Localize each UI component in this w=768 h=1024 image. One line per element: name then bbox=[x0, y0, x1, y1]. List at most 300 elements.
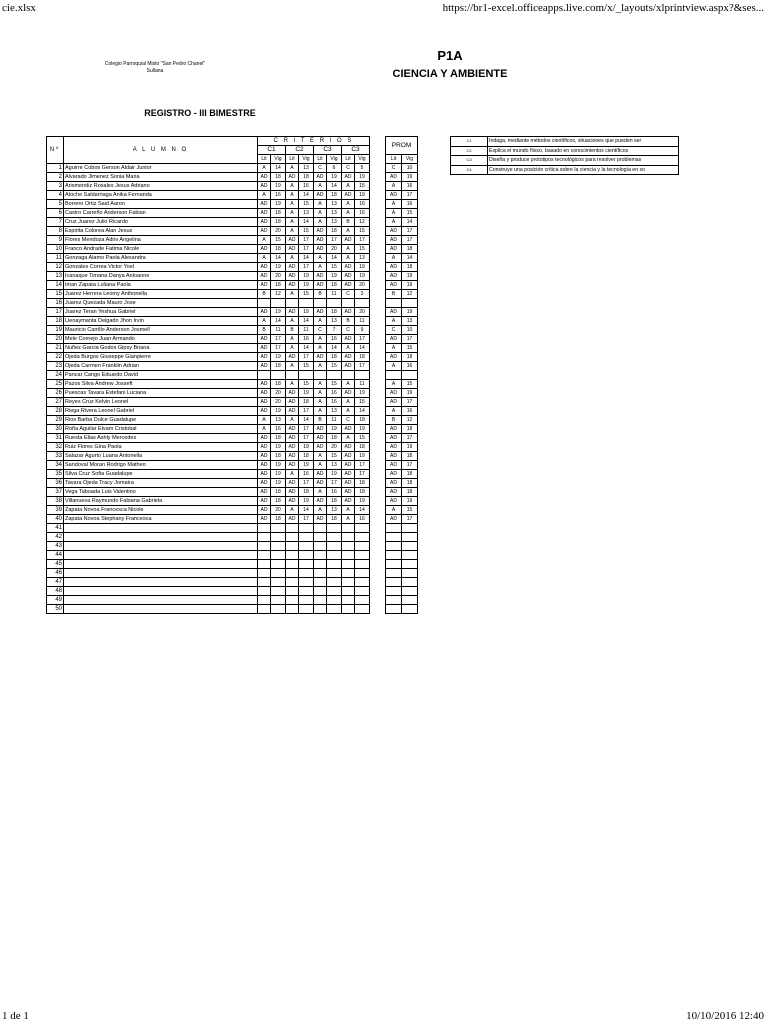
student-name: Mele Cornejo Juan Armando bbox=[64, 335, 258, 344]
grade-score: 18 bbox=[271, 452, 286, 461]
grade-score: 19 bbox=[271, 407, 286, 416]
grade-score: 13 bbox=[355, 254, 370, 263]
grade-letter: AD bbox=[314, 479, 327, 488]
table-row bbox=[47, 443, 418, 452]
grade-score: 18 bbox=[271, 218, 286, 227]
grade-letter: AD bbox=[342, 425, 355, 434]
grade-score: 20 bbox=[327, 245, 342, 254]
grade-score: 19 bbox=[299, 389, 314, 398]
student-name: Puescas Tavara Estefani Luciana bbox=[64, 389, 258, 398]
table-row bbox=[47, 452, 418, 461]
grade-letter: AD bbox=[286, 389, 299, 398]
grade-score: 13 bbox=[327, 407, 342, 416]
grade-letter bbox=[314, 542, 327, 551]
table-row bbox=[47, 542, 418, 551]
grade-score: 14 bbox=[327, 344, 342, 353]
grade-letter: AD bbox=[342, 470, 355, 479]
prom-letter: A bbox=[386, 362, 402, 371]
table-row bbox=[47, 209, 418, 218]
grade-letter: AD bbox=[314, 245, 327, 254]
prom-letter: B bbox=[386, 290, 402, 299]
grade-letter: AD bbox=[314, 308, 327, 317]
row-number: 27 bbox=[47, 398, 64, 407]
table-row bbox=[47, 587, 418, 596]
student-name: Ruesta Elias Ashly Mercedes bbox=[64, 434, 258, 443]
grade-score: 18 bbox=[355, 488, 370, 497]
student-name: Franco Andrade Fatima Nicole bbox=[64, 245, 258, 254]
row-number: 21 bbox=[47, 344, 64, 353]
row-number: 23 bbox=[47, 362, 64, 371]
grade-letter: AD bbox=[342, 263, 355, 272]
row-number: 49 bbox=[47, 596, 64, 605]
prom-score: 10 bbox=[402, 326, 418, 335]
grade-letter: A bbox=[342, 407, 355, 416]
student-name: Salazar Agurto Luana Antonella bbox=[64, 452, 258, 461]
grade-score: 18 bbox=[355, 353, 370, 362]
student-name: Sandoval Moran Rodrigo Matheo bbox=[64, 461, 258, 470]
student-name: Mauricio Carrillo Anderson Josmell bbox=[64, 326, 258, 335]
prom-letter bbox=[386, 371, 402, 380]
grade-score: 13 bbox=[299, 209, 314, 218]
grade-letter: AD bbox=[342, 488, 355, 497]
student-name bbox=[64, 578, 258, 587]
grade-score: 13 bbox=[327, 506, 342, 515]
prom-letter: A bbox=[386, 209, 402, 218]
student-name: Vega Taboada Luis Valentino bbox=[64, 488, 258, 497]
grade-letter bbox=[258, 533, 271, 542]
prom-score: 17 bbox=[402, 191, 418, 200]
prom-letter: AD bbox=[386, 353, 402, 362]
table-row bbox=[47, 578, 418, 587]
student-name: Ruiz Flores Gina Paola bbox=[64, 443, 258, 452]
grade-letter bbox=[258, 542, 271, 551]
prom-letter: AD bbox=[386, 236, 402, 245]
grade-letter: AD bbox=[342, 236, 355, 245]
grade-score: 14 bbox=[299, 344, 314, 353]
grade-score bbox=[299, 533, 314, 542]
prom-letter bbox=[386, 587, 402, 596]
grade-letter bbox=[314, 533, 327, 542]
grade-letter: AD bbox=[342, 335, 355, 344]
grade-letter: AD bbox=[258, 182, 271, 191]
grade-letter bbox=[286, 605, 299, 614]
prom-score: 18 bbox=[402, 488, 418, 497]
legend-code: C2 bbox=[451, 146, 488, 156]
prom-score bbox=[402, 560, 418, 569]
grade-letter: B bbox=[314, 416, 327, 425]
grade-letter: AD bbox=[286, 263, 299, 272]
grade-letter: AD bbox=[314, 227, 327, 236]
grade-score bbox=[299, 605, 314, 614]
prom-score bbox=[402, 542, 418, 551]
grade-letter: A bbox=[286, 182, 299, 191]
prom-letter: AD bbox=[386, 281, 402, 290]
prom-letter: AD bbox=[386, 398, 402, 407]
prom-letter: AD bbox=[386, 461, 402, 470]
table-row bbox=[47, 254, 418, 263]
prom-letter: B bbox=[386, 416, 402, 425]
row-number: 33 bbox=[47, 452, 64, 461]
table-row bbox=[47, 524, 418, 533]
grade-letter: A bbox=[258, 425, 271, 434]
grade-letter bbox=[286, 371, 299, 380]
grade-letter: AD bbox=[286, 353, 299, 362]
table-row bbox=[47, 461, 418, 470]
row-number: 30 bbox=[47, 425, 64, 434]
prom-letter: AD bbox=[386, 389, 402, 398]
grade-letter: AD bbox=[286, 281, 299, 290]
sub-lit: Lit bbox=[386, 155, 402, 164]
grade-score bbox=[355, 533, 370, 542]
grade-score: 18 bbox=[327, 515, 342, 524]
grade-letter bbox=[286, 551, 299, 560]
grade-letter: AD bbox=[258, 227, 271, 236]
legend-row bbox=[451, 146, 679, 156]
grade-score bbox=[355, 560, 370, 569]
student-name bbox=[64, 605, 258, 614]
page-indicator: 1 de 1 bbox=[2, 1010, 29, 1022]
grade-letter: AD bbox=[314, 434, 327, 443]
grade-score: 11 bbox=[355, 380, 370, 389]
section-title: P1A bbox=[437, 48, 463, 63]
grade-score: 16 bbox=[327, 398, 342, 407]
grade-letter: AD bbox=[258, 407, 271, 416]
grade-score: 16 bbox=[327, 389, 342, 398]
grade-score: 15 bbox=[355, 434, 370, 443]
student-name bbox=[64, 551, 258, 560]
grade-letter: AD bbox=[258, 389, 271, 398]
student-name: Aguirre Cobos Gerson Aldair Junior bbox=[64, 164, 258, 173]
grade-score: 15 bbox=[355, 398, 370, 407]
grade-letter: A bbox=[342, 182, 355, 191]
grade-score: 12 bbox=[355, 218, 370, 227]
table-row bbox=[47, 164, 418, 173]
grade-letter: AD bbox=[314, 272, 327, 281]
grade-score bbox=[271, 569, 286, 578]
table-row bbox=[47, 497, 418, 506]
grade-score: 16 bbox=[327, 488, 342, 497]
grade-letter: A bbox=[286, 344, 299, 353]
table-row bbox=[47, 506, 418, 515]
prom-score: 16 bbox=[402, 200, 418, 209]
grade-score: 17 bbox=[299, 479, 314, 488]
grade-letter bbox=[342, 524, 355, 533]
row-number: 22 bbox=[47, 353, 64, 362]
table-row bbox=[47, 299, 418, 308]
row-number: 47 bbox=[47, 578, 64, 587]
row-number: 20 bbox=[47, 335, 64, 344]
student-name: Castro Carreño Anderson Fabian bbox=[64, 209, 258, 218]
prom-score: 18 bbox=[402, 425, 418, 434]
grade-score: 16 bbox=[355, 209, 370, 218]
prom-score: 18 bbox=[402, 353, 418, 362]
grade-letter: A bbox=[314, 380, 327, 389]
subject-title: CIENCIA Y AMBIENTE bbox=[392, 68, 508, 80]
row-number: 38 bbox=[47, 497, 64, 506]
prom-letter: C bbox=[386, 164, 402, 173]
student-name: Icanaque Timana Danya Antoanne bbox=[64, 272, 258, 281]
prom-score: 17 bbox=[402, 398, 418, 407]
sub-lit: Lit bbox=[258, 155, 271, 164]
grade-letter: A bbox=[342, 506, 355, 515]
grade-letter: AD bbox=[342, 452, 355, 461]
grade-letter: AD bbox=[286, 236, 299, 245]
student-name: Juarez Quezada Mauro Jose bbox=[64, 299, 258, 308]
grade-score: 17 bbox=[355, 470, 370, 479]
grade-score: 19 bbox=[299, 443, 314, 452]
grade-score: 18 bbox=[271, 245, 286, 254]
grade-score: 19 bbox=[271, 461, 286, 470]
table-row bbox=[47, 263, 418, 272]
row-number: 2 bbox=[47, 173, 64, 182]
grade-score bbox=[355, 542, 370, 551]
prom-letter bbox=[386, 596, 402, 605]
school-name bbox=[70, 61, 240, 75]
prom-score bbox=[402, 524, 418, 533]
prom-letter: A bbox=[386, 380, 402, 389]
student-name: Gonzaga Alamo Paola Alexandra bbox=[64, 254, 258, 263]
legend-description: Construye una posición crítica sobre la ciencia y la tecnología en so bbox=[488, 165, 679, 175]
grade-score: 5 bbox=[355, 164, 370, 173]
grade-letter: A bbox=[342, 200, 355, 209]
grade-letter: A bbox=[258, 164, 271, 173]
student-name bbox=[64, 542, 258, 551]
row-number: 4 bbox=[47, 191, 64, 200]
prom-score: 19 bbox=[402, 281, 418, 290]
prom-score: 19 bbox=[402, 272, 418, 281]
prom-letter: AD bbox=[386, 263, 402, 272]
grade-letter: AD bbox=[286, 245, 299, 254]
table-row bbox=[47, 425, 418, 434]
grade-letter: AD bbox=[342, 389, 355, 398]
grade-letter bbox=[342, 596, 355, 605]
table-row bbox=[47, 290, 418, 299]
grade-score bbox=[327, 533, 342, 542]
grade-letter bbox=[342, 299, 355, 308]
grade-score bbox=[355, 596, 370, 605]
prom-letter: A bbox=[386, 317, 402, 326]
grade-letter bbox=[314, 578, 327, 587]
prom-score: 19 bbox=[402, 173, 418, 182]
row-number: 50 bbox=[47, 605, 64, 614]
prom-score: 15 bbox=[402, 344, 418, 353]
prom-score: 19 bbox=[402, 389, 418, 398]
grade-score: 15 bbox=[355, 227, 370, 236]
grade-letter: A bbox=[314, 218, 327, 227]
grade-score: 19 bbox=[271, 308, 286, 317]
table-row bbox=[47, 470, 418, 479]
row-number: 37 bbox=[47, 488, 64, 497]
grade-letter: C bbox=[342, 416, 355, 425]
student-name bbox=[64, 524, 258, 533]
table-row bbox=[47, 389, 418, 398]
prom-letter bbox=[386, 605, 402, 614]
grade-letter: AD bbox=[314, 281, 327, 290]
grade-letter: AD bbox=[342, 281, 355, 290]
grade-letter: AD bbox=[286, 308, 299, 317]
prom-letter: A bbox=[386, 407, 402, 416]
grade-score: 14 bbox=[299, 218, 314, 227]
prom-score: 12 bbox=[402, 416, 418, 425]
grade-score: 19 bbox=[355, 452, 370, 461]
prom-letter: AD bbox=[386, 479, 402, 488]
grade-letter bbox=[258, 551, 271, 560]
row-number: 42 bbox=[47, 533, 64, 542]
grade-score: 14 bbox=[271, 164, 286, 173]
row-number: 19 bbox=[47, 326, 64, 335]
grade-score: 19 bbox=[299, 461, 314, 470]
student-name: Gonzales Correa Victor Yoel bbox=[64, 263, 258, 272]
prom-score: 17 bbox=[402, 236, 418, 245]
grade-score: 19 bbox=[327, 173, 342, 182]
grade-score: 16 bbox=[299, 470, 314, 479]
grade-letter: AD bbox=[258, 479, 271, 488]
sub-vig: Vig bbox=[299, 155, 314, 164]
student-name bbox=[64, 587, 258, 596]
student-name: Borrero Ortiz Said Aaron bbox=[64, 200, 258, 209]
grade-score: 3 bbox=[355, 290, 370, 299]
grade-letter: AD bbox=[342, 272, 355, 281]
table-row bbox=[47, 326, 418, 335]
student-name: Espirita Colorea Alan Jesus bbox=[64, 227, 258, 236]
prom-letter: AD bbox=[386, 335, 402, 344]
grade-letter: A bbox=[342, 245, 355, 254]
table-row bbox=[47, 398, 418, 407]
grade-score: 19 bbox=[299, 497, 314, 506]
grade-letter: AD bbox=[342, 497, 355, 506]
grade-score bbox=[299, 524, 314, 533]
grade-letter: A bbox=[286, 470, 299, 479]
grade-letter: A bbox=[314, 344, 327, 353]
prom-score: 17 bbox=[402, 227, 418, 236]
grade-letter: AD bbox=[314, 443, 327, 452]
grade-letter: AD bbox=[342, 173, 355, 182]
grade-score: 18 bbox=[327, 353, 342, 362]
grade-score: 11 bbox=[327, 416, 342, 425]
grade-score: 7 bbox=[327, 326, 342, 335]
grade-letter bbox=[258, 587, 271, 596]
grade-score: 13 bbox=[327, 461, 342, 470]
grade-letter: A bbox=[314, 182, 327, 191]
grade-letter: AD bbox=[258, 173, 271, 182]
table-row bbox=[47, 191, 418, 200]
table-row bbox=[47, 479, 418, 488]
grade-score: 14 bbox=[299, 191, 314, 200]
grade-letter bbox=[314, 371, 327, 380]
grade-score: 18 bbox=[299, 173, 314, 182]
table-row bbox=[47, 335, 418, 344]
row-number: 41 bbox=[47, 524, 64, 533]
grade-letter bbox=[314, 596, 327, 605]
row-number: 13 bbox=[47, 272, 64, 281]
grade-letter: A bbox=[314, 452, 327, 461]
student-name: Llenaymanta Delgado Jhon Irvin bbox=[64, 317, 258, 326]
sub-lit: Lit bbox=[342, 155, 355, 164]
grade-score: 17 bbox=[299, 236, 314, 245]
grade-letter: A bbox=[286, 506, 299, 515]
prom-letter: AD bbox=[386, 497, 402, 506]
grade-score: 17 bbox=[299, 407, 314, 416]
grade-score: 18 bbox=[355, 416, 370, 425]
grade-score: 19 bbox=[299, 281, 314, 290]
grade-score: 11 bbox=[327, 290, 342, 299]
grade-letter: AD bbox=[258, 461, 271, 470]
grade-score: 19 bbox=[271, 479, 286, 488]
grade-letter: A bbox=[314, 335, 327, 344]
grade-score: 14 bbox=[355, 344, 370, 353]
grade-letter: AD bbox=[286, 398, 299, 407]
grade-score bbox=[355, 587, 370, 596]
grade-letter bbox=[286, 560, 299, 569]
grade-letter bbox=[314, 560, 327, 569]
grade-letter: AD bbox=[342, 461, 355, 470]
grade-letter bbox=[258, 560, 271, 569]
prom-score: 17 bbox=[402, 461, 418, 470]
prom-letter bbox=[386, 578, 402, 587]
grade-letter: A bbox=[286, 254, 299, 263]
grade-letter: AD bbox=[314, 236, 327, 245]
prom-header: PROM bbox=[386, 137, 418, 155]
table-row bbox=[47, 569, 418, 578]
table-row bbox=[47, 308, 418, 317]
file-name: cie.xlsx bbox=[2, 2, 36, 14]
grade-letter: A bbox=[342, 434, 355, 443]
grade-score bbox=[299, 587, 314, 596]
grade-score: 16 bbox=[299, 335, 314, 344]
grade-letter bbox=[258, 371, 271, 380]
grade-letter: A bbox=[286, 335, 299, 344]
grade-letter: AD bbox=[258, 335, 271, 344]
grade-score bbox=[271, 533, 286, 542]
grade-letter: AD bbox=[286, 443, 299, 452]
grade-score: 20 bbox=[271, 398, 286, 407]
grade-score: 18 bbox=[327, 308, 342, 317]
grade-score: 18 bbox=[299, 488, 314, 497]
prom-letter: AD bbox=[386, 245, 402, 254]
grade-letter: AD bbox=[286, 272, 299, 281]
grade-score bbox=[327, 560, 342, 569]
criterion-header: C2 bbox=[286, 146, 314, 155]
table-row bbox=[47, 236, 418, 245]
table-row bbox=[47, 218, 418, 227]
grade-letter bbox=[258, 605, 271, 614]
grade-letter: AD bbox=[314, 173, 327, 182]
grade-letter: A bbox=[342, 344, 355, 353]
grade-letter: AD bbox=[258, 200, 271, 209]
prom-score bbox=[402, 605, 418, 614]
grade-score: 17 bbox=[327, 236, 342, 245]
table-row bbox=[47, 362, 418, 371]
grade-score: 15 bbox=[327, 452, 342, 461]
row-number: 36 bbox=[47, 479, 64, 488]
grade-score: 18 bbox=[271, 173, 286, 182]
grade-letter: AD bbox=[258, 209, 271, 218]
grade-letter: AD bbox=[258, 515, 271, 524]
grade-letter: C bbox=[314, 326, 327, 335]
prom-letter: AD bbox=[386, 470, 402, 479]
student-name: Tavara Ojeda Tracy Jomaira bbox=[64, 479, 258, 488]
grade-letter bbox=[258, 578, 271, 587]
table-row bbox=[47, 371, 418, 380]
grade-letter: A bbox=[258, 416, 271, 425]
grade-letter bbox=[314, 299, 327, 308]
grade-letter: A bbox=[286, 209, 299, 218]
grade-score bbox=[355, 569, 370, 578]
grade-letter: AD bbox=[314, 470, 327, 479]
row-number: 28 bbox=[47, 407, 64, 416]
prom-score: 18 bbox=[402, 245, 418, 254]
prom-letter: AD bbox=[386, 308, 402, 317]
